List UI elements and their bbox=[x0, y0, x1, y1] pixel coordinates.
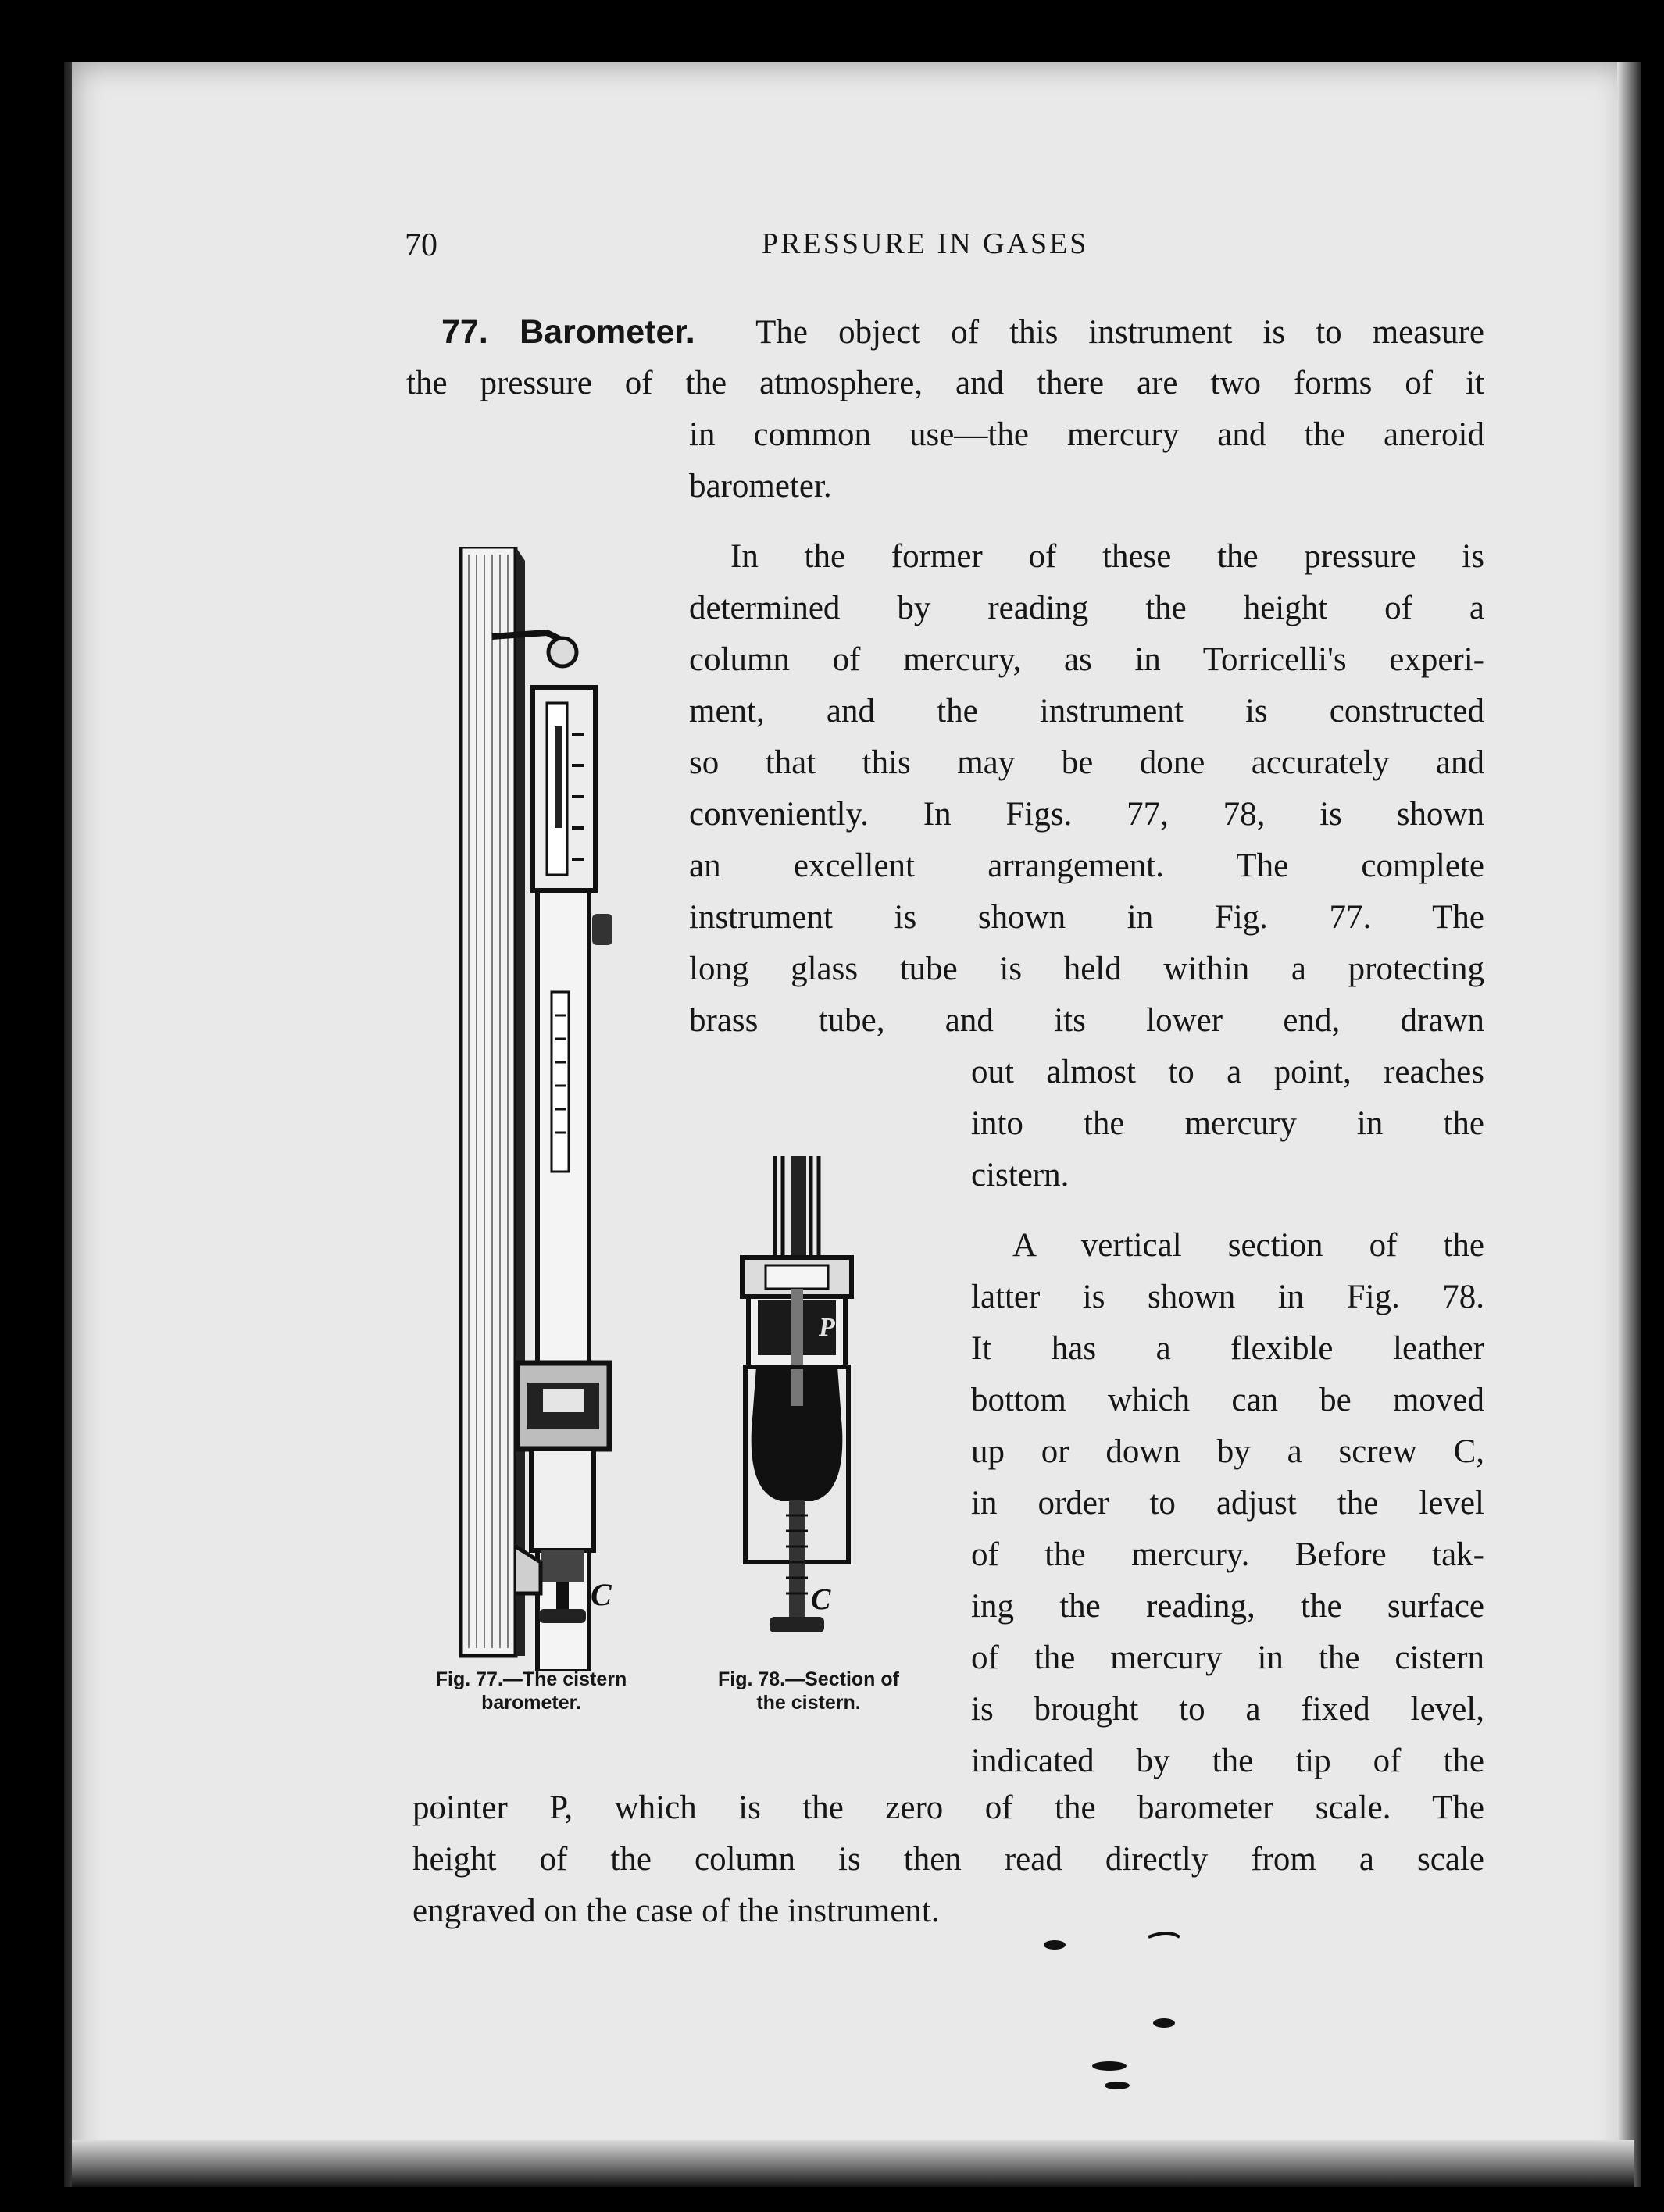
para2-line-5: so that this may be done accurately and bbox=[689, 744, 1484, 781]
para2-line-11: out almost to a point, reaches bbox=[971, 1054, 1484, 1090]
para3-line-10: is brought to a fixed level, bbox=[971, 1691, 1484, 1728]
fig78-caption-line-2: the cistern. bbox=[756, 1692, 861, 1714]
para3-line-11: indicated by the tip of the bbox=[971, 1743, 1484, 1779]
page-right-edge bbox=[1617, 62, 1641, 2187]
fig78-label-c: C bbox=[811, 1583, 831, 1616]
para3-line-2: latter is shown in Fig. 78. bbox=[971, 1279, 1484, 1315]
fig77-label-c: C bbox=[591, 1577, 612, 1612]
para2-line-13: cistern. bbox=[971, 1157, 1069, 1193]
section-intro-line-2: the pressure of the atmosphere, and there are two forms of it bbox=[406, 365, 1484, 401]
para3-line-12: pointer P, which is the zero of the barometer scale. The bbox=[412, 1789, 1484, 1826]
section-intro-line-3: in common use—the mercury and the aneroid bbox=[689, 416, 1484, 453]
para2-line-9: long glass tube is held within a protecting bbox=[689, 951, 1484, 987]
section-intro-line-1 bbox=[441, 306, 1484, 359]
para3-line-7: of the mercury. Before tak- bbox=[971, 1536, 1484, 1573]
para2-line-6: conveniently. In Figs. 77, 78, is shown bbox=[689, 796, 1484, 833]
para3-line-14: engraved on the case of the instrument. bbox=[412, 1893, 940, 1929]
para2-line-8: instrument is shown in Fig. 77. The bbox=[689, 899, 1484, 936]
para2-line-7: an excellent arrangement. The complete bbox=[689, 847, 1484, 884]
para3-line-8: ing the reading, the surface bbox=[971, 1588, 1484, 1625]
para3-line-5: up or down by a screw C, bbox=[971, 1433, 1484, 1470]
intro-text-1: The object of this instrument is to measure bbox=[755, 314, 1484, 351]
para3-line-13: height of the column is then read directly from a scale bbox=[412, 1841, 1484, 1878]
para3-line-4: bottom which can be moved bbox=[971, 1382, 1484, 1418]
page-bottom-edge bbox=[72, 2140, 1634, 2187]
para3-line-3: It has a flexible leather bbox=[971, 1330, 1484, 1367]
section-intro-line-4: barometer. bbox=[689, 468, 832, 505]
para2-line-3: column of mercury, as in Torricelli's experi- bbox=[689, 641, 1484, 678]
fig77-caption-line-1: Fig. 77.—The cistern bbox=[435, 1668, 627, 1690]
fig78-caption-line-1: Fig. 78.—Section of bbox=[718, 1668, 899, 1690]
page-number: 70 bbox=[405, 227, 437, 263]
para3-line-9: of the mercury in the cistern bbox=[971, 1639, 1484, 1676]
section-heading: 77. Barometer. bbox=[441, 313, 695, 351]
para2-line-1: In the former of these the pressure is bbox=[730, 538, 1484, 575]
para2-line-12: into the mercury in the bbox=[971, 1105, 1484, 1142]
ink-smudge-marks bbox=[1031, 1929, 1234, 2109]
para2-line-4: ment, and the instrument is constructed bbox=[689, 693, 1484, 730]
figure-77-caption bbox=[406, 1668, 656, 1714]
fig77-caption-line-2: barometer. bbox=[481, 1692, 581, 1714]
para2-line-2: determined by reading the height of a bbox=[689, 590, 1484, 626]
figure-77-cistern-barometer bbox=[437, 547, 687, 1671]
figure-78-cistern-section bbox=[734, 1156, 914, 1664]
fig78-label-p: P bbox=[819, 1313, 835, 1342]
para3-line-6: in order to adjust the level bbox=[971, 1485, 1484, 1522]
para2-line-10: brass tube, and its lower end, drawn bbox=[689, 1002, 1484, 1039]
para3-line-1: A vertical section of the bbox=[1012, 1227, 1484, 1264]
figure-78-caption bbox=[691, 1668, 926, 1714]
running-head: PRESSURE IN GASES bbox=[762, 227, 1089, 260]
